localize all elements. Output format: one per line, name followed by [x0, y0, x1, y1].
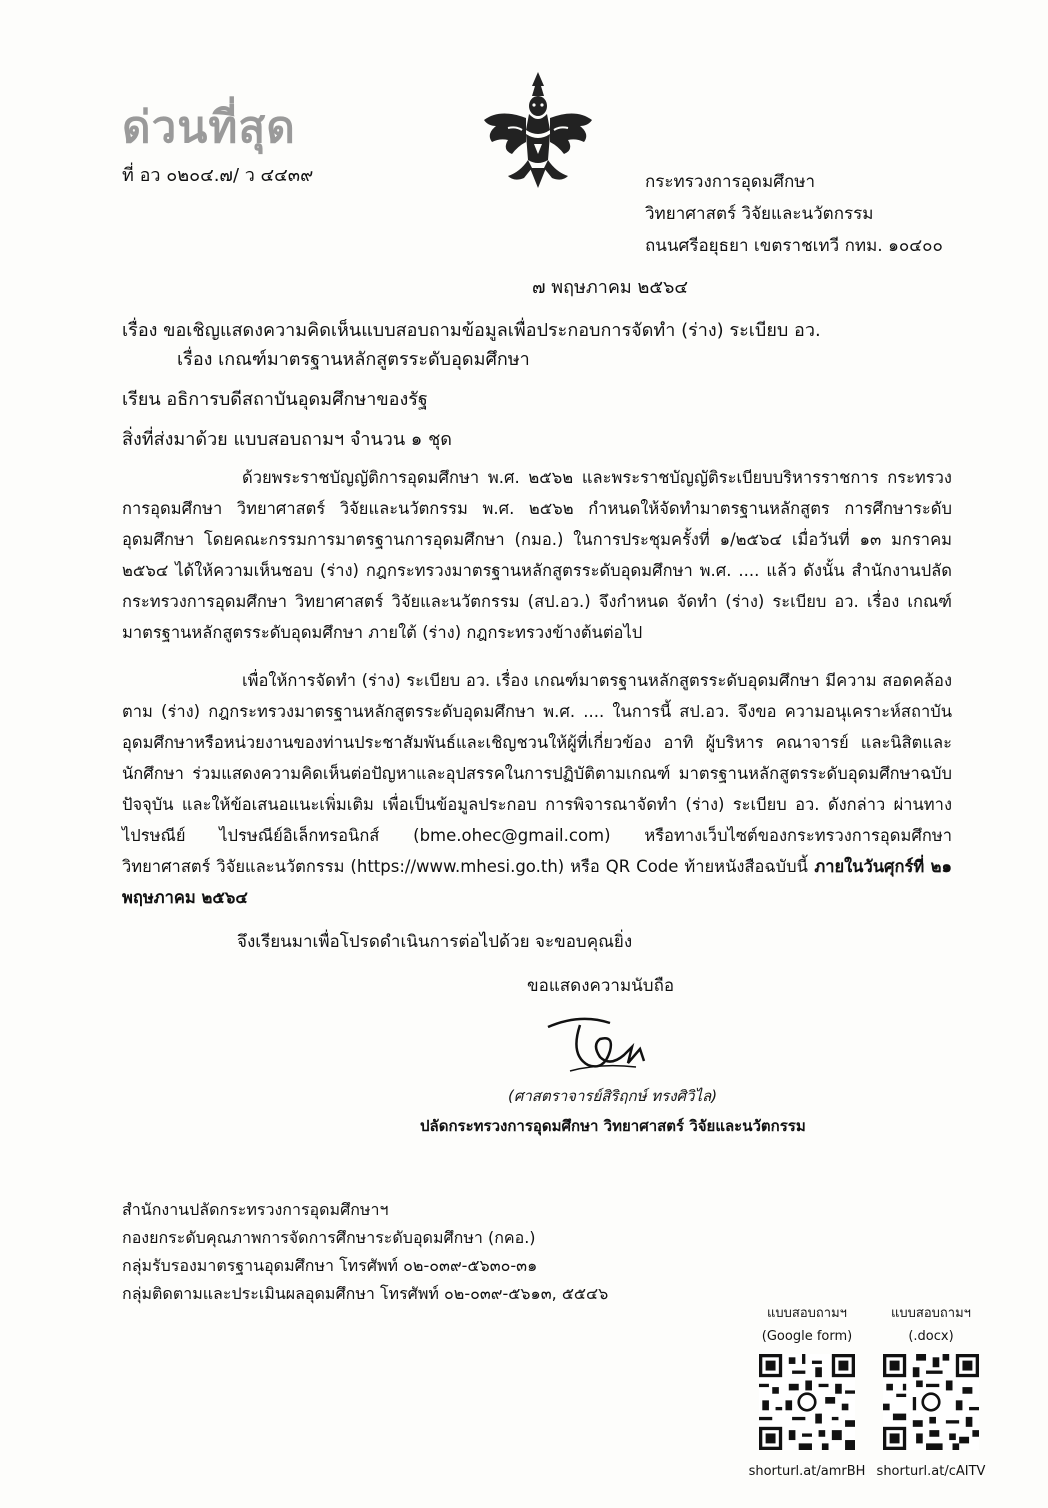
- document-number: ที่ อว ๐๒๐๔.๗/ ว ๔๔๓๙: [122, 165, 314, 186]
- qr-code-docx[interactable]: [872, 1302, 990, 1479]
- recipient: เรียน อธิการบดีสถาบันอุดมศึกษาของรัฐ: [122, 389, 428, 410]
- footer-line-3: กลุ่มรับรองมาตรฐานอุดมศึกษา โทรศัพท์ ๐๒-๐๓๙-๕๖๓๐-๓๑: [122, 1256, 538, 1275]
- subject-line-2: เรื่อง เกณฑ์มาตรฐานหลักสูตรระดับอุดมศึกษา: [177, 349, 530, 370]
- qr-code-icon[interactable]: [883, 1354, 979, 1450]
- enclosure: สิ่งที่ส่งมาด้วย แบบสอบถามฯ จำนวน ๑ ชุด: [122, 429, 452, 450]
- body-paragraph-2-text: เพื่อให้การจัดทำ (ร่าง) ระเบียบ อว. เรื่อง เกณฑ์มาตรฐานหลักสูตรระดับอุดมศึกษา มีความ สอดคล้องตาม (ร่าง) กฎกระทรวงมาตรฐานหลักสูตรระดับอุดมศึกษา พ.ศ. .... ในการนี้ สป.อว. จึงขอ ความอนุเคราะห์สถาบันอุดมศึกษาหรือหน่วยงานของท่านประชาสัมพันธ์และเชิญชวนให้ผู้ที่เกี่ยวข้อง อาทิ ผู้บริหาร คณาจารย์ และนิสิตและนักศึกษา ร่วมแสดงความคิดเห็นต่อปัญหาและอุปสรรคในการปฏิบัติตามเกณฑ์ มาตรฐานหลักสูตรระดับอุดมศึกษาฉบับปัจจุบัน และให้ข้อเสนอแนะเพิ่มเติม เพื่อเป็นข้อมูลประกอบ การพิจารณาจัดทำ (ร่าง) ระเบียบ อว. ดังกล่าว ผ่านทางไปรษณีย์ ไปรษณีย์อิเล็กทรอนิกส์ (bme.ohec@gmail.com) หรือทางเว็บไซต์ของกระทรวงการอุดมศึกษา วิทยาศาสตร์ วิจัยและนวัตกรรม (https://www.mhesi.go.th) หรือ QR Code ท้ายหนังสือฉบับนี้: [122, 671, 952, 876]
- signer-title: ปลัดกระทรวงการอุดมศึกษา วิทยาศาสตร์ วิจัยและนวัตกรรม: [420, 1117, 806, 1135]
- garuda-emblem-icon: [478, 68, 598, 192]
- qr-url[interactable]: shorturl.at/amrBH: [748, 1464, 866, 1479]
- qr-code-icon[interactable]: [759, 1354, 855, 1450]
- regards: ขอแสดงความนับถือ: [527, 976, 675, 996]
- qr-subtitle: (.docx): [908, 1329, 954, 1344]
- body-paragraph-2: [122, 665, 952, 913]
- qr-title: แบบสอบถามฯ: [891, 1306, 971, 1321]
- urgency-stamp: ด่วนที่สุด: [122, 102, 296, 153]
- ministry-address: ถนนศรีอยุธยา เขตราชเทวี กทม. ๑๐๔๐๐: [645, 236, 943, 256]
- subject-line-1: เรื่อง ขอเชิญแสดงความคิดเห็นแบบสอบถามข้อมูลเพื่อประกอบการจัดทำ (ร่าง) ระเบียบ อว.: [122, 320, 821, 341]
- ministry-line-1: กระทรวงการอุดมศึกษา: [645, 172, 815, 192]
- signer-name: (ศาสตราจารย์สิริฤกษ์ ทรงศิวิไล): [508, 1087, 718, 1105]
- closing-sentence: จึงเรียนมาเพื่อโปรดดำเนินการต่อไปด้วย จะขอบคุณยิ่ง: [237, 932, 633, 952]
- qr-subtitle: (Google form): [761, 1329, 853, 1344]
- footer-line-2: กองยกระดับคุณภาพการจัดการศึกษาระดับอุดมศึกษา (กคอ.): [122, 1228, 536, 1247]
- footer-line-4: กลุ่มติดตามและประเมินผลอุดมศึกษา โทรศัพท์ ๐๒-๐๓๙-๕๖๑๓, ๕๕๔๖: [122, 1284, 609, 1303]
- deadline-text: ภายในวันศุกร์ที่ ๒๑ พฤษภาคม ๒๕๖๔: [122, 857, 953, 907]
- body-paragraph-1: ด้วยพระราชบัญญัติการอุดมศึกษา พ.ศ. ๒๕๖๒ และพระราชบัญญัติระเบียบบริหารราชการ กระทรวงการอุดมศึกษา วิทยาศาสตร์ วิจัยและนวัตกรรม พ.ศ. ๒๕๖๒ กำหนดให้จัดทำมาตรฐานหลักสูตร การศึกษาระดับอุดมศึกษา โดยคณะกรรมการมาตรฐานการอุดมศึกษา (กมอ.) ในการประชุมครั้งที่ ๑/๒๕๖๔ เมื่อวันที่ ๑๓ มกราคม ๒๕๖๔ ได้ให้ความเห็นชอบ (ร่าง) กฎกระทรวงมาตรฐานหลักสูตรระดับอุดมศึกษา พ.ศ. .... แล้ว ดังนั้น สำนักงานปลัดกระทรวงการอุดมศึกษา วิทยาศาสตร์ วิจัยและนวัตกรรม (สป.อว.) จึงกำหนด จัดทำ (ร่าง) ระเบียบ อว. เรื่อง เกณฑ์มาตรฐานหลักสูตรระดับอุดมศึกษา ภายใต้ (ร่าง) กฎกระทรวงข้างต้นต่อไป: [122, 468, 952, 642]
- qr-title: แบบสอบถามฯ: [767, 1306, 847, 1321]
- footer-line-1: สำนักงานปลัดกระทรวงการอุดมศึกษาฯ: [122, 1200, 389, 1219]
- qr-url[interactable]: shorturl.at/cAITV: [876, 1464, 986, 1479]
- qr-code-google-form[interactable]: [748, 1302, 866, 1479]
- handwritten-signature: [540, 1005, 655, 1085]
- letter-date: ๗ พฤษภาคม ๒๕๖๔: [532, 277, 689, 298]
- ministry-line-2: วิทยาศาสตร์ วิจัยและนวัตกรรม: [645, 204, 874, 224]
